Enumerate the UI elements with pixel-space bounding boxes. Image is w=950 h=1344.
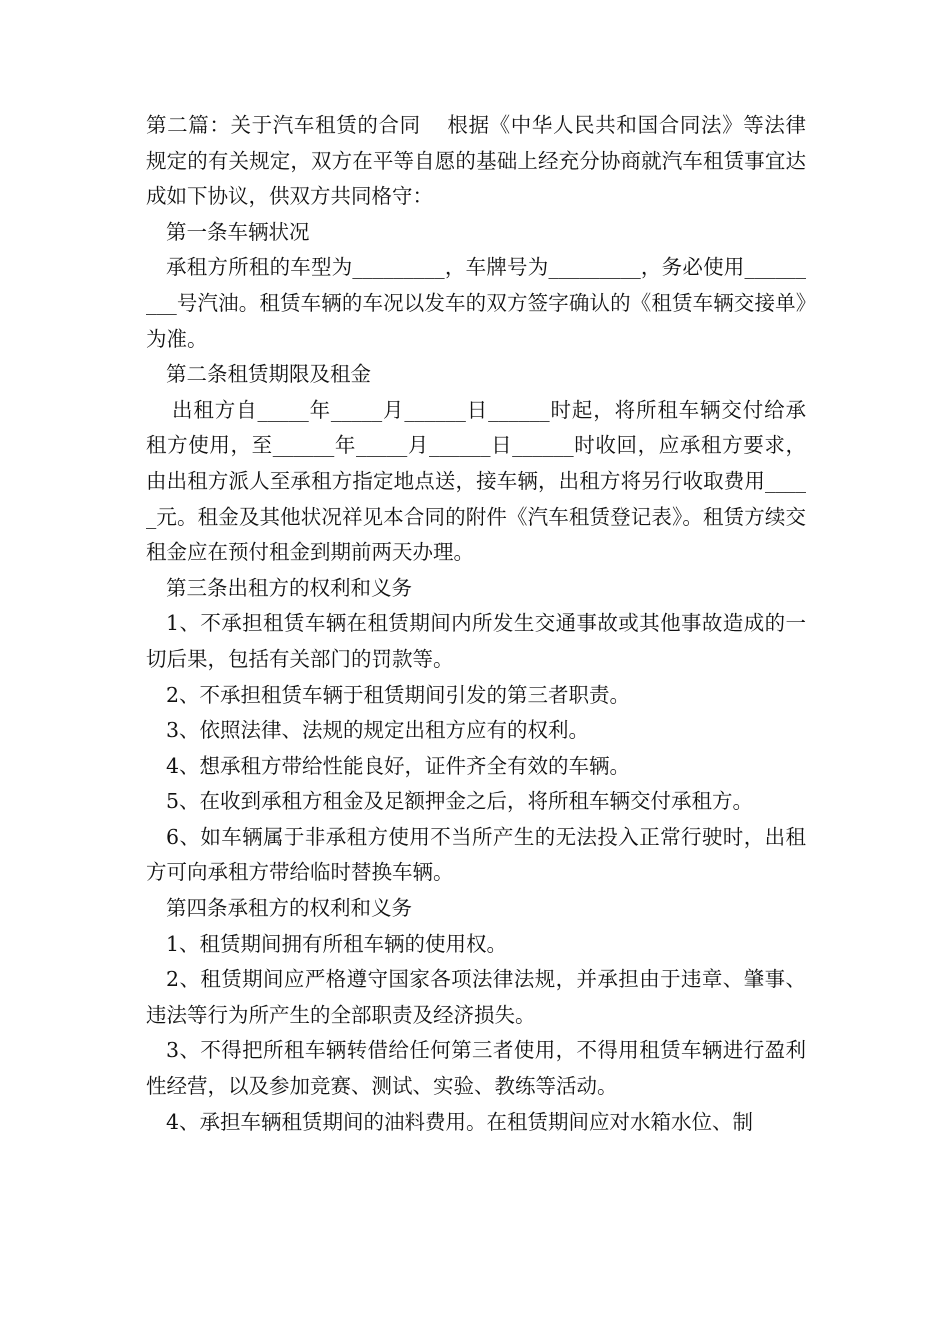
article2-text: 出租方自_____年_____月______日______时起，将所租车辆交付给承租方使用，至______年_____月______日______时收回，应承租方要求，由出租方派人至承租方指定地点送，接车辆，出租方将另行收取费用_____元。租金及其他状况祥见本合同的附件《汽车租赁登记表》。租赁方续交租金应在预付租金到期前两天办理。 [146,397,806,565]
article3-item: 5、在收到承租方租金及足额押金之后，将所租车辆交付承租方。 [166,789,754,814]
article4-heading: 第四条承租方的权利和义务 [166,896,412,921]
article3-heading: 第三条出租方的权利和义务 [166,575,412,600]
article1-text: 承租方所租的车型为_________，车牌号为_________，务必使用_________号汽油。租赁车辆的车况以发车的双方签字确认的《租赁车辆交接单》为准。 [146,255,806,351]
article3-item: 6、如车辆属于非承租方使用不当所产生的无法投入正常行驶时，出租方可向承租方带给临时替换车辆。 [146,824,806,885]
article2-heading: 第二条租赁期限及租金 [166,362,371,387]
article4-item: 2、租赁期间应严格遵守国家各项法律法规，并承担由于违章、肇事、违法等行为所产生的全部职责及经济损失。 [146,967,806,1027]
article3-item: 3、依照法律、法规的规定出租方应有的权利。 [166,718,590,743]
intro-title: 第二篇：关于汽车租赁的合同 [146,113,421,137]
article1-heading: 第一条车辆状况 [166,219,310,244]
article3-item: 2、不承担租赁车辆于租赁期间引发的第三者职责。 [166,682,631,707]
article4-item: 4、承担车辆租赁期间的油料费用。在租赁期间应对水箱水位、制 [166,1109,754,1134]
article3-item: 1、不承担租赁车辆在租赁期间内所发生交通事故或其他事故造成的一切后果，包括有关部门的罚款等。 [146,611,806,671]
article3-item: 4、想承租方带给性能良好，证件齐全有效的车辆。 [166,753,631,778]
article4-item: 3、不得把所租车辆转借给任何第三者使用，不得用租赁车辆进行盈利性经营，以及参加竞赛、测试、实验、教练等活动。 [146,1038,806,1099]
intro-text: 根据《中华人民共和国合同法》等法律规定的有关规定，双方在平等自愿的基础上经充分协商就汽车租赁事宜达成如下协议，供双方共同格守： [146,113,807,209]
document-page [146,108,806,1140]
article4-item: 1、租赁期间拥有所租车辆的使用权。 [166,931,508,956]
intro-paragraph [146,108,806,215]
